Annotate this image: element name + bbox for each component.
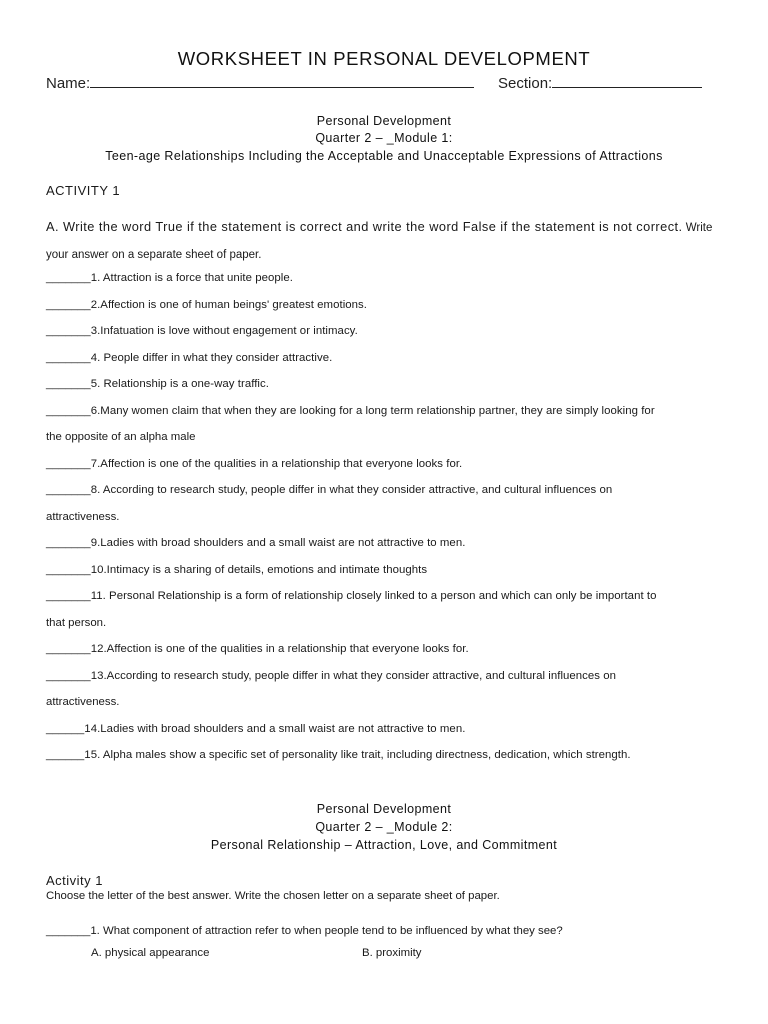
module1-subject: Personal Development [316, 114, 452, 128]
list-item: _______9.Ladies with broad shoulders and a small waist are not attractive to men. [46, 537, 466, 549]
list-item: _______5. Relationship is a one-way traffic. [46, 378, 269, 390]
section-label: Section: [498, 75, 553, 92]
list-item-continuation: the opposite of an alpha male [46, 431, 196, 443]
list-item: _______10.Intimacy is a sharing of details, emotions and intimate thoughts [46, 563, 428, 576]
list-item: ______14.Ladies with broad shoulders and a small waist are not attractive to men. [46, 722, 466, 735]
list-item: _______11. Personal Relationship is a form of relationship closely linked to a person and which can only be important to [46, 590, 657, 602]
section-blank[interactable] [552, 73, 702, 88]
name-line [46, 73, 474, 92]
list-item: _______6.Many women claim that when they are looking for a long term relationship partner, they are simply looking for [46, 404, 655, 417]
instruction-tail: Write your answer on a separate sheet of paper. [46, 222, 713, 261]
list-item: _______13.According to research study, people differ in what they consider attractive, and cultural influences on [46, 669, 617, 682]
list-item: _______1. Attraction is a force that unite people. [46, 272, 293, 284]
list-item-continuation: that person. [46, 616, 107, 629]
list-item: ______15. Alpha males show a specific set of personality like trait, including directness, dedication, which strength. [46, 749, 631, 761]
list-item: _______4. People differ in what they consider attractive. [46, 351, 333, 364]
question-1-choice-a: A. physical appearance [91, 947, 210, 959]
module1-quarter: Quarter 2 – _Module 1: [315, 131, 453, 145]
module2-quarter: Quarter 2 – _Module 2: [315, 820, 453, 834]
module1-instructions [46, 214, 726, 268]
worksheet-title: WORKSHEET IN PERSONAL DEVELOPMENT [177, 48, 591, 69]
module2-activity-heading: Activity 1 [46, 873, 104, 888]
name-label: Name: [46, 75, 91, 92]
instruction-main: A. Write the word True if the statement is correct and write the word False if the statement is not correct. [46, 219, 683, 234]
module1-topic: Teen-age Relationships Including the Acceptable and Unacceptable Expressions of Attractions [105, 149, 663, 163]
module2-subject: Personal Development [316, 802, 452, 816]
list-item-continuation: attractiveness. [46, 510, 120, 523]
name-blank[interactable] [90, 73, 474, 88]
module2-question-1: _______1. What component of attraction refer to when people tend to be influenced by what they see? [46, 925, 563, 937]
list-item-continuation: attractiveness. [46, 696, 120, 708]
section-line [498, 73, 702, 92]
list-item: _______8. According to research study, people differ in what they consider attractive, and cultural influences on [46, 484, 613, 496]
list-item: _______3.Infatuation is love without engagement or intimacy. [46, 325, 358, 337]
list-item: _______12.Affection is one of the qualities in a relationship that everyone looks for. [46, 643, 469, 655]
module2-topic: Personal Relationship – Attraction, Love, and Commitment [210, 838, 558, 852]
question-1-choice-b: B. proximity [362, 947, 422, 959]
module2-instructions: Choose the letter of the best answer. Write the chosen letter on a separate sheet of paper. [46, 890, 500, 902]
module1-activity-heading: ACTIVITY 1 [46, 183, 121, 198]
list-item: _______7.Affection is one of the qualities in a relationship that everyone looks for. [46, 457, 463, 470]
list-item: _______2.Affection is one of human beings' greatest emotions. [46, 298, 368, 311]
